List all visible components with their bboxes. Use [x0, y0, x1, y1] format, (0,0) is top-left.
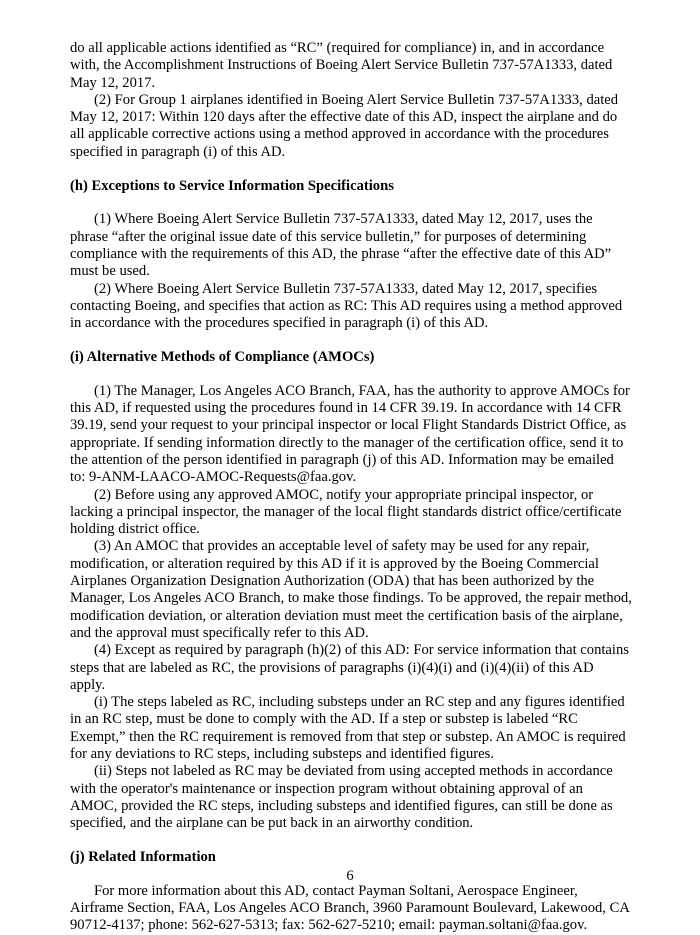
section-h-paragraph-2: (2) Where Boeing Alert Service Bulletin 737-57A1333, dated May 12, 2017, specifies contacting Boeing, and specifies that action as RC: This AD requires using a method approved in accordance with the procedures specified in paragraph (i) of this AD.: [70, 280, 623, 332]
document-page: [70, 40, 632, 935]
section-i-paragraph-4i: (i) The steps labeled as RC, including substeps under an RC step and any figures identified in an RC step, must be done to comply with the AD. If a step or substep is labeled “RC Exempt,” then the RC requirement is removed from that step or substep. An AMOC is required for any deviations to RC steps, including substeps and identified figures.: [70, 694, 626, 762]
section-i-heading: (i) Alternative Methods of Compliance (AMOCs): [70, 349, 375, 366]
section-h-paragraph-1: (1) Where Boeing Alert Service Bulletin 737-57A1333, dated May 12, 2017, uses the phrase “after the original issue date of this service bulletin,” for purposes of determining compliance with the requirements of this AD, the phrase “after the effective date of this AD” must be used.: [70, 211, 612, 280]
section-j-heading: (j) Related Information: [70, 849, 216, 866]
section-i-paragraph-3: (3) An AMOC that provides an acceptable level of safety may be used for any repair, modification, or alteration required by this AD if it is approved by the Boeing Commercial Airplanes Organization Designation Authorization (ODA) that has been authorized by the Manager, Los Angeles ACO Branch, to make those findings. To be approved, the repair method, modification deviation, or alteration deviation must meet the certification basis of the airplane, and the approval must specifically refer to this AD.: [70, 538, 632, 641]
section-h-heading: (h) Exceptions to Service Information Specifications: [70, 178, 394, 195]
group1-paragraph: (2) For Group 1 airplanes identified in Boeing Alert Service Bulletin 737-57A1333, dated May 12, 2017: Within 120 days after the effective date of this AD, inspect the airplane and do all applicable corrective actions using a method approved in accordance with the procedures specified in paragraph (i) of this AD.: [70, 91, 619, 160]
page-number: 6: [346, 868, 354, 884]
section-i-paragraph-4: (4) Except as required by paragraph (h)(2) of this AD: For service information that contains steps that are labeled as RC, the provisions of paragraphs (i)(4)(i) and (i)(4)(ii) of this AD apply.: [70, 642, 629, 693]
section-i-paragraph-4ii: (ii) Steps not labeled as RC may be deviated from using accepted methods in accordance with the operator's maintenance or inspection program without obtaining approval of an AMOC, provided the RC steps, including substeps and identified figures, can still be done as specified, and the airplane can be put back in an airworthy condition.: [70, 763, 613, 832]
section-j-paragraph-1: For more information about this AD, contact Payman Soltani, Aerospace Engineer, Airframe Section, FAA, Los Angeles ACO Branch, 3960 Paramount Boulevard, Lakewood, CA 90712-4137; phone: 562-627-5313; fax: 562-627-5210; email: payman.soltani@faa.gov.: [70, 882, 630, 934]
intro-paragraph: do all applicable actions identified as “RC” (required for compliance) in, and in accordance with, the Accomplishment Instructions of Boeing Alert Service Bulletin 737-57A1333, dated May 12, 2017.: [70, 40, 613, 91]
section-i-paragraph-1: (1) The Manager, Los Angeles ACO Branch, FAA, has the authority to approve AMOCs for this AD, if requested using the procedures found in 14 CFR 39.19. In accordance with 14 CFR 39.19, send your request to your principal inspector or local Flight Standards District Office, as appropriate. If sending information directly to the manager of the certification office, send it to the attention of the person identified in paragraph (j) of this AD. Information may be emailed to: 9-ANM-LAACO-AMOC-Requests@faa.gov.: [70, 382, 630, 486]
section-i-paragraph-2: (2) Before using any approved AMOC, notify your appropriate principal inspector, or lacking a principal inspector, the manager of the local flight standards district office/certificate holding district office.: [70, 486, 622, 538]
